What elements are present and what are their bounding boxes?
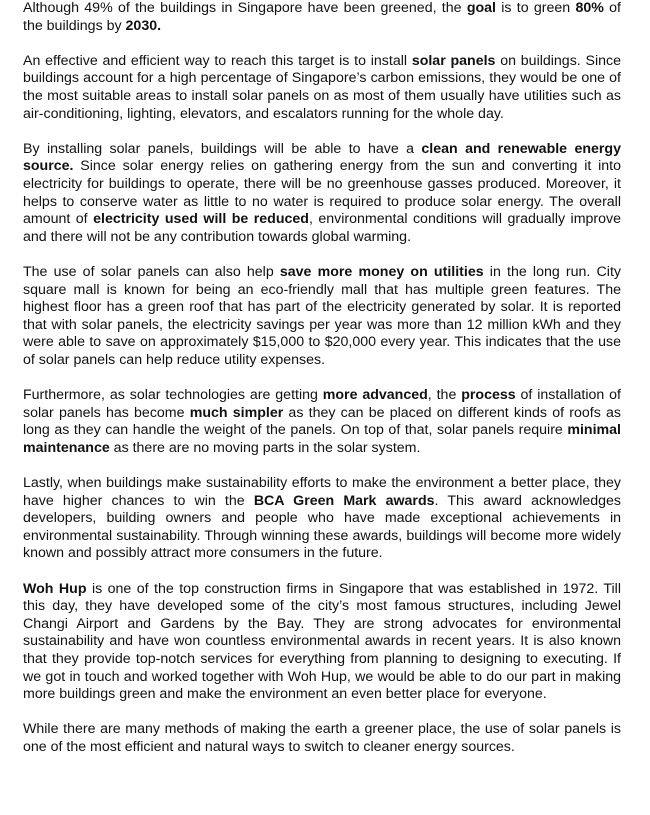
bold-text-run: electricity used will be reduced [93, 211, 309, 228]
text-run: Lastly, when buildings make sustainability efforts to make the environment a better place, they have higher chances to win the [23, 475, 621, 509]
bold-text-run: save more money on utilities [279, 263, 484, 280]
text-run: as they can be placed on different kinds of roofs as long as they can handle the weight of the panels. On top of that, solar panels require [23, 404, 621, 439]
text-run: An effective and efficient way to reach this target is to install [23, 52, 412, 69]
bold-text-run: 80% [575, 0, 604, 16]
text-run: as there are no moving parts in the solar system. [109, 439, 421, 456]
text-run: is one of the top construction firms in Singapore that was established in 1972. Till this day, they have developed some of the city’s most famous structures, including Jewel Changi Airport and Gardens by the Bay. They are strong advocates for environmental sustainability and have won countless environmental awards in recent years. It is also known that they provide top-notch services for everything from planning to designing to executing. If we got in touch and worked together with Woh Hup, we would be able to do our part in making more buildings green and make the environment an even better place for everyone. [23, 580, 621, 703]
text-run: of the buildings by [23, 0, 621, 34]
text-run: is to green [495, 0, 576, 16]
paragraph-greening-goal [23, 0, 621, 35]
bold-text-run: more advanced [322, 387, 428, 404]
paragraph-woh-hup [23, 581, 621, 704]
bold-text-run: solar panels [411, 52, 496, 69]
text-run: on buildings. Since buildings account for a high percentage of Singapore’s carbon emissions, they would be one of the most suitable areas to install solar panels on as most of them usually have utilities such as air-conditioning, lighting, elevators, and escalators running for the whole day. [23, 52, 621, 122]
document-body [23, 0, 621, 774]
bold-text-run: minimal maintenance [23, 422, 621, 456]
text-run: in the long run. City square mall is known for being an eco-friendly mall that has multiple green features. The highest floor has a green roof that has part of the electricity generated by solar. It is reported that with solar panels, the electricity savings per year was more than 12 million kWh and they were able to save on approximately $15,000 to $20,000 every year. This indicates that the use of solar panels can help reduce utility expenses. [23, 263, 621, 368]
paragraph-save-money [23, 264, 621, 370]
text-run: By installing solar panels, buildings will be able to have a [23, 140, 422, 157]
text-run: The use of solar panels can also help [23, 263, 280, 280]
bold-text-run: process [461, 387, 516, 404]
bold-text-run: Woh Hup [23, 580, 87, 597]
paragraph-advanced-technology [23, 387, 621, 457]
text-run: Although 49% of the buildings in Singapore have been greened, the [23, 0, 467, 16]
paragraph-conclusion [23, 721, 621, 756]
text-run: While there are many methods of making the earth a greener place, the use of solar panels is one of the most efficient and natural ways to switch to cleaner energy sources. [23, 721, 621, 755]
bold-text-run: goal [466, 0, 496, 16]
paragraph-solar-panels-target [23, 53, 621, 123]
paragraph-green-mark-awards [23, 475, 621, 563]
text-run: , the [427, 387, 462, 404]
bold-text-run: 2030. [125, 17, 162, 34]
text-run: of installation of solar panels has become [23, 387, 621, 421]
bold-text-run: BCA Green Mark awards [253, 492, 435, 509]
text-run: , environmental conditions will gradually improve and there will not be any contribution towards global warming. [23, 211, 621, 245]
text-run: . This award acknowledges developers, building owners and people who have made exceptional achievements in environmental sustainability. Through winning these awards, buildings will become more widely known and possibly attract more consumers in the future. [23, 492, 621, 562]
text-run: Since solar energy relies on gathering energy from the sun and converting it into electricity for buildings to operate, there will be no greenhouse gasses produced. Moreover, it helps to conserve water as little to no water is required to produce solar energy. The overall amount of [23, 158, 621, 228]
bold-text-run: clean and renewable energy source. [23, 140, 621, 175]
text-run: Furthermore, as solar technologies are getting [23, 387, 323, 404]
bold-text-run: much simpler [189, 404, 284, 421]
paragraph-clean-energy [23, 141, 621, 247]
